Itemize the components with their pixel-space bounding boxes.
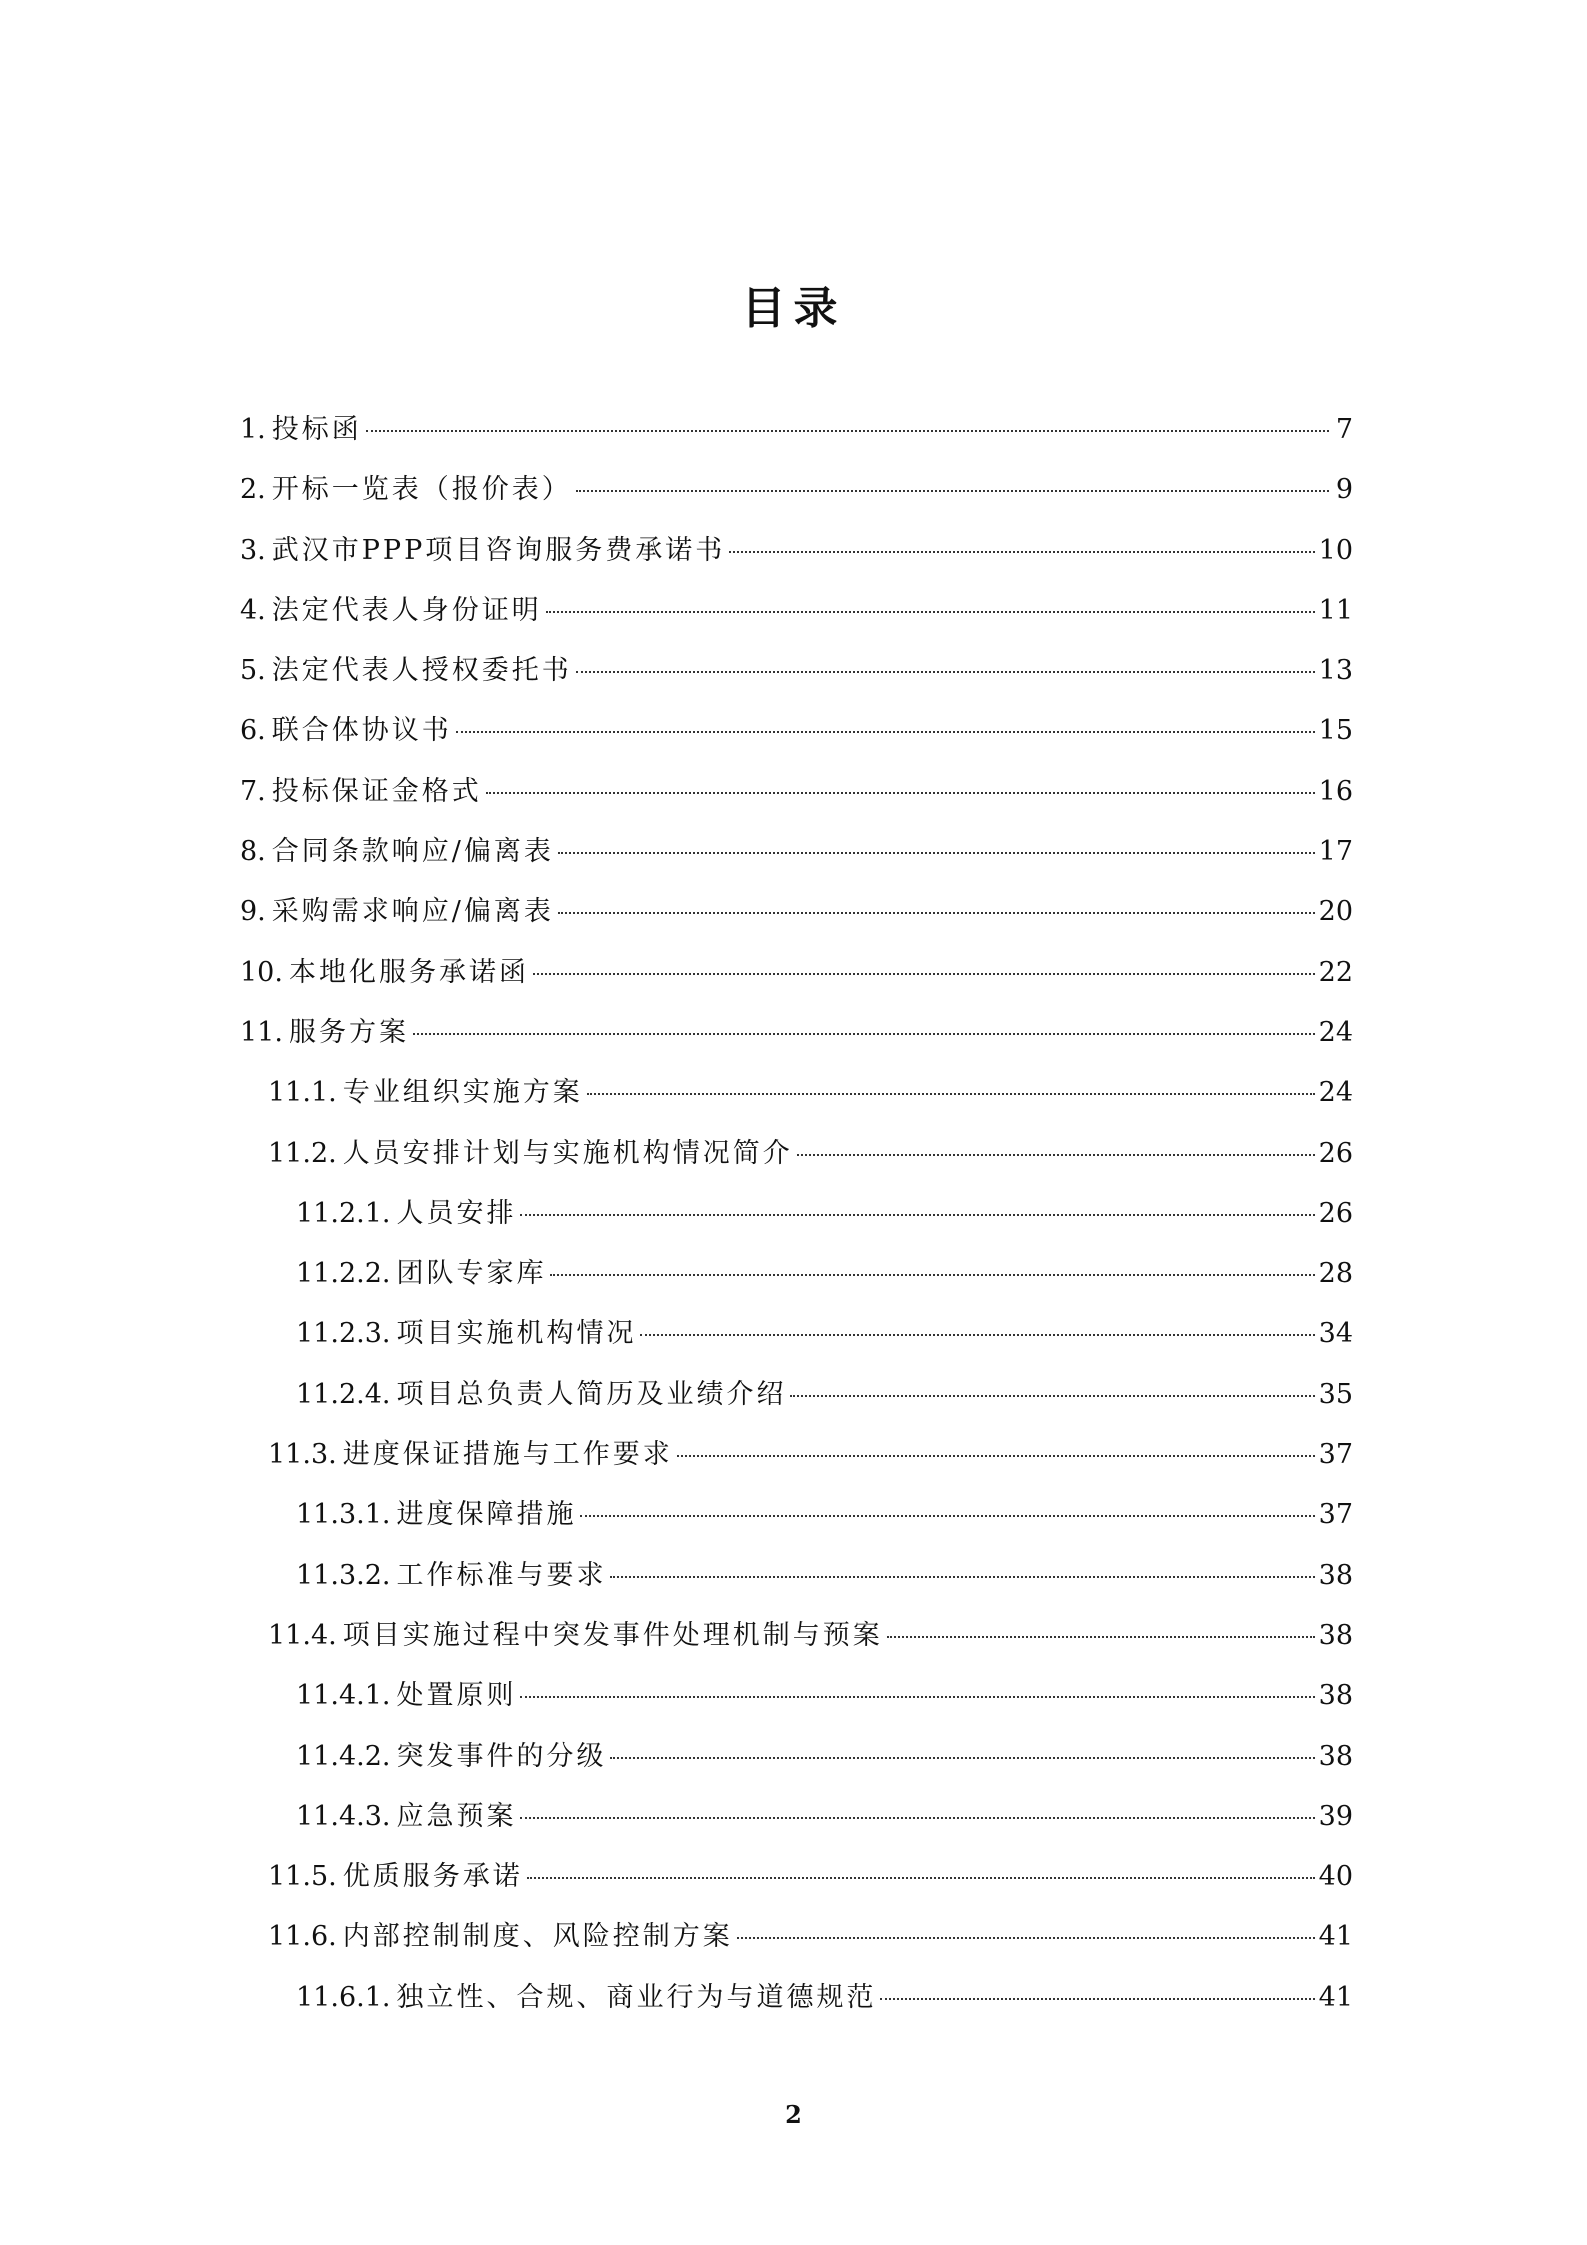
toc-entry-title: 突发事件的分级 <box>396 1740 607 1772</box>
toc-entry-page: 17 <box>1318 836 1353 868</box>
toc-dot-leader <box>887 1636 1315 1638</box>
toc-entry[interactable] <box>240 651 1353 711</box>
toc-dot-leader <box>610 1576 1314 1578</box>
toc-dot-leader <box>677 1455 1315 1457</box>
toc-entry-title: 内部控制制度、风险控制方案 <box>342 1921 733 1953</box>
toc-entry-page: 38 <box>1318 1619 1353 1651</box>
toc-entry-title: 进度保障措施 <box>396 1499 577 1531</box>
toc-entry-number: 2. <box>240 474 266 506</box>
toc-entry-number: 11.2. <box>268 1137 337 1169</box>
toc-entry-page: 13 <box>1318 655 1353 687</box>
toc-dot-leader <box>366 430 1329 432</box>
toc-dot-leader <box>546 611 1315 613</box>
toc-entry-title: 服务方案 <box>288 1016 409 1048</box>
toc-entry-title: 武汉市PPP项目咨询服务费承诺书 <box>271 534 726 566</box>
toc-dot-leader <box>580 1515 1314 1517</box>
toc-dot-leader <box>576 671 1315 673</box>
toc-entry-title: 法定代表人身份证明 <box>271 594 542 626</box>
toc-entry[interactable] <box>240 1134 1353 1194</box>
toc-dot-leader <box>456 731 1315 733</box>
toc-entry-page: 10 <box>1318 534 1353 566</box>
toc-entry-number: 10. <box>240 956 283 988</box>
toc-dot-leader <box>520 1817 1314 1819</box>
toc-entry-title: 进度保证措施与工作要求 <box>342 1439 673 1471</box>
toc-entry-number: 4. <box>240 594 266 626</box>
toc-dot-leader <box>558 852 1315 854</box>
toc-entry-number: 11.3.2. <box>296 1559 391 1591</box>
toc-entry-page: 24 <box>1318 1016 1353 1048</box>
toc-entry-title: 优质服务承诺 <box>342 1861 523 1893</box>
toc-dot-leader <box>790 1395 1314 1397</box>
toc-entry[interactable] <box>240 1013 1353 1073</box>
toc-dot-leader <box>486 792 1315 794</box>
toc-entry[interactable] <box>240 1857 1353 1917</box>
toc-dot-leader <box>550 1274 1314 1276</box>
toc-entry[interactable] <box>240 1254 1353 1314</box>
toc-entry-number: 11.6.1. <box>296 1981 391 2013</box>
toc-entry-number: 11.4.1. <box>296 1680 391 1712</box>
toc-entry[interactable] <box>240 892 1353 952</box>
toc-entry-number: 11.3.1. <box>296 1499 391 1531</box>
toc-entry-number: 8. <box>240 836 266 868</box>
toc-entry-page: 11 <box>1318 594 1353 626</box>
toc-entry[interactable] <box>240 1556 1353 1616</box>
toc-entry-page: 39 <box>1318 1800 1353 1832</box>
toc-entry[interactable] <box>240 1797 1353 1857</box>
toc-entry-page: 7 <box>1335 414 1353 445</box>
toc-dot-leader <box>558 912 1315 914</box>
toc-entry[interactable] <box>240 1978 1353 2038</box>
toc-entry-page: 28 <box>1318 1258 1353 1290</box>
toc-entry-number: 11.5. <box>268 1861 337 1893</box>
toc-entry-number: 11.4.2. <box>296 1740 391 1772</box>
toc-entry-number: 11.4.3. <box>296 1800 391 1832</box>
toc-dot-leader <box>587 1093 1315 1095</box>
toc-entry-page: 37 <box>1318 1439 1353 1471</box>
toc-entry-title: 本地化服务承诺函 <box>288 956 529 988</box>
toc-entry[interactable] <box>240 832 1353 892</box>
toc-entry-number: 11.4. <box>268 1619 337 1651</box>
toc-dot-leader <box>527 1877 1315 1879</box>
toc-entry-title: 联合体协议书 <box>271 715 452 747</box>
toc-entry-title: 合同条款响应/偏离表 <box>271 836 554 868</box>
toc-dot-leader <box>520 1696 1314 1698</box>
toc-dot-leader <box>797 1154 1315 1156</box>
toc-dot-leader <box>610 1757 1314 1759</box>
toc-entry-title: 法定代表人授权委托书 <box>271 655 572 687</box>
toc-entry-page: 24 <box>1318 1077 1353 1109</box>
page-number: 2 <box>785 2100 802 2129</box>
toc-entry-title: 人员安排计划与实施机构情况简介 <box>342 1137 793 1169</box>
toc-entry[interactable] <box>240 953 1353 1013</box>
toc-entry-number: 11.2.2. <box>296 1258 391 1290</box>
toc-entry[interactable] <box>240 1314 1353 1374</box>
toc-entry-title: 投标保证金格式 <box>271 775 482 807</box>
toc-entry-page: 41 <box>1318 1921 1353 1953</box>
toc-entry[interactable] <box>240 1435 1353 1495</box>
toc-entry-title: 专业组织实施方案 <box>342 1077 583 1109</box>
toc-entry[interactable] <box>240 470 1353 530</box>
toc-entry-number: 5. <box>240 655 266 687</box>
toc-entry-number: 11.2.1. <box>296 1197 391 1229</box>
toc-dot-leader <box>413 1033 1315 1035</box>
toc-entry-page: 41 <box>1318 1981 1353 2013</box>
toc-entry-page: 38 <box>1318 1559 1353 1591</box>
toc-entry-number: 11.1. <box>268 1077 337 1109</box>
toc-entry[interactable] <box>240 410 1353 470</box>
toc-dot-leader <box>737 1937 1315 1939</box>
toc-entry-number: 3. <box>240 534 266 566</box>
toc-entry-page: 26 <box>1318 1137 1353 1169</box>
table-of-contents <box>240 410 1353 2038</box>
toc-entry[interactable] <box>240 1917 1353 1977</box>
toc-entry[interactable] <box>240 591 1353 651</box>
toc-entry-title: 项目总负责人简历及业绩介绍 <box>396 1378 787 1410</box>
toc-entry[interactable] <box>240 531 1353 591</box>
toc-entry-number: 6. <box>240 715 266 747</box>
toc-entry-page: 15 <box>1318 715 1353 747</box>
toc-entry[interactable] <box>240 711 1353 771</box>
toc-entry-page: 22 <box>1318 956 1353 988</box>
toc-entry-title: 处置原则 <box>396 1680 517 1712</box>
toc-entry-page: 38 <box>1318 1740 1353 1772</box>
toc-dot-leader <box>640 1334 1314 1336</box>
toc-entry[interactable] <box>240 1676 1353 1736</box>
toc-entry-number: 1. <box>240 414 266 445</box>
toc-entry-title: 投标函 <box>271 414 362 445</box>
toc-entry[interactable] <box>240 1495 1353 1555</box>
toc-entry[interactable] <box>240 1616 1353 1676</box>
toc-entry-number: 7. <box>240 775 266 807</box>
toc-entry-title: 工作标准与要求 <box>396 1559 607 1591</box>
toc-entry-page: 37 <box>1318 1499 1353 1531</box>
toc-dot-leader <box>729 551 1314 553</box>
toc-entry-number: 11. <box>240 1016 283 1048</box>
toc-dot-leader <box>880 1998 1314 2000</box>
toc-entry-page: 40 <box>1318 1861 1353 1893</box>
toc-entry-title: 采购需求响应/偏离表 <box>271 896 554 928</box>
toc-entry-title: 团队专家库 <box>396 1258 547 1290</box>
toc-entry-title: 独立性、合规、商业行为与道德规范 <box>396 1981 877 2013</box>
toc-entry-number: 9. <box>240 896 266 928</box>
toc-dot-leader <box>576 490 1329 492</box>
toc-entry-title: 人员安排 <box>396 1197 517 1229</box>
toc-entry[interactable] <box>240 1737 1353 1797</box>
toc-entry-number: 11.2.4. <box>296 1378 391 1410</box>
toc-entry-page: 9 <box>1335 474 1353 506</box>
toc-entry-page: 35 <box>1318 1378 1353 1410</box>
toc-entry-number: 11.6. <box>268 1921 337 1953</box>
toc-entry-title: 开标一览表（报价表） <box>271 474 572 506</box>
toc-dot-leader <box>533 973 1315 975</box>
toc-entry[interactable] <box>240 772 1353 832</box>
toc-entry-title: 项目实施过程中突发事件处理机制与预案 <box>342 1619 883 1651</box>
toc-entry-page: 38 <box>1318 1680 1353 1712</box>
toc-entry-page: 20 <box>1318 896 1353 928</box>
page-title: 目录 <box>741 283 846 334</box>
toc-entry-number: 11.2.3. <box>296 1318 391 1350</box>
toc-entry-number: 11.3. <box>268 1439 337 1471</box>
toc-entry-page: 26 <box>1318 1197 1353 1229</box>
toc-entry[interactable] <box>240 1073 1353 1133</box>
toc-entry-title: 项目实施机构情况 <box>396 1318 637 1350</box>
toc-entry-title: 应急预案 <box>396 1800 517 1832</box>
toc-entry[interactable] <box>240 1194 1353 1254</box>
toc-entry-page: 16 <box>1318 775 1353 807</box>
toc-dot-leader <box>520 1214 1314 1216</box>
toc-entry-page: 34 <box>1318 1318 1353 1350</box>
toc-entry[interactable] <box>240 1375 1353 1435</box>
